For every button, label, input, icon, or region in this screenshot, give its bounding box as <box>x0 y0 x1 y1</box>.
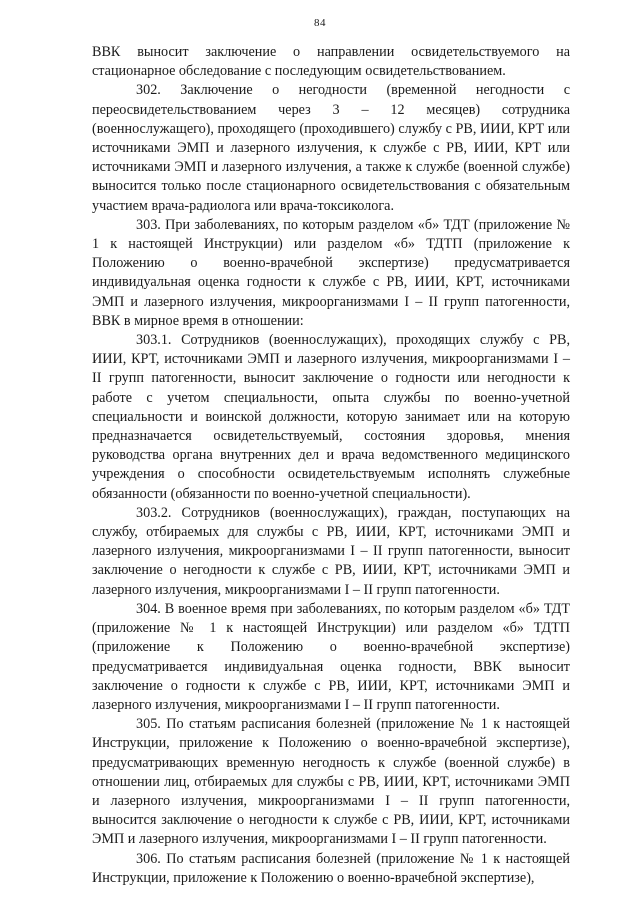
paragraph-continuation: ВВК выносит заключение о направлении освидетельствуемого на стационарное обследование с последующим освидетельствованием. <box>92 44 570 80</box>
paragraph-306: 306. По статьям расписания болезней (приложение № 1 к настоящей Инструкции, приложение к Положению о военно-врачебной экспертизе), <box>92 850 570 886</box>
paragraph-303-2: 303.2. Сотрудников (военнослужащих), граждан, поступающих на службу, отбираемых для службы с РВ, ИИИ, КРТ, источниками ЭМП и лазерного излучения, микроорганизмами I – II групп патогенности, выносит заключение о негодности к службе с РВ, ИИИ, КРТ, источниками ЭМП и лазерного излучения, микроорганизмами I – II групп патогенности. <box>92 504 570 598</box>
paragraph-305: 305. По статьям расписания болезней (приложение № 1 к настоящей Инструкции, приложение к Положению о военно-врачебной экспертизе), предусматривающих временную негодность к службе (военной службе) в отношении лиц, отбираемых для службы с РВ, ИИИ, КРТ, источниками ЭМП и лазерного излучения, микроорганизмами I – II групп патогенности, выносится заключение о негодности к службе с РВ, ИИИ, КРТ, источниками ЭМП и лазерного излучения, микроорганизмами I – II групп патогенности. <box>92 716 570 848</box>
document-body <box>92 43 570 888</box>
paragraph-302: 302. Заключение о негодности (временной негодности с переосвидетельствованием через 3 – 12 месяцев) сотрудника (военнослужащего), проходящего (проходившего) службу с РВ, ИИИ, КРТ или источниками ЭМП и лазерного излучения, к службе с РВ, ИИИ, КРТ или источниками ЭМП и лазерного излучения, а также к службе (военной службе) выносится только после стационарного освидетельствования с обязательным участием врача-радиолога или врача-токсиколога. <box>92 82 570 214</box>
page-number: 84 <box>314 17 326 29</box>
paragraph-303: 303. При заболеваниях, по которым разделом «б» ТДТ (приложение № 1 к настоящей Инструкции) или разделом «б» ТДТП (приложение к Положению о военно-врачебной экспертизе) предусматривается индивидуальная оценка годности к службе с РВ, ИИИ, КРТ, источниками ЭМП и лазерного излучения, микроорганизмами I – II групп патогенности, ВВК в мирное время в отношении: <box>92 216 570 329</box>
paragraph-304: 304. В военное время при заболеваниях, по которым разделом «б» ТДТ (приложение № 1 к настоящей Инструкции) или разделом «б» ТДТП (приложение к Положению о военно-врачебной экспертизе) предусматривается индивидуальная оценка годности, ВВК выносит заключение о годности к службе с РВ, ИИИ, КРТ, источниками ЭМП и лазерного излучения, микроорганизмами I – II групп патогенности. <box>92 600 570 713</box>
paragraph-303-1: 303.1. Сотрудников (военнослужащих), проходящих службу с РВ, ИИИ, КРТ, источниками ЭМП и лазерного излучения, микроорганизмами I – II групп патогенности, выносит заключение о годности или негодности к работе с учетом специальности, опыта службы по военно-учетной специальности и воинской должности, которую занимает или на которую предназначается освидетельствуемый, состояния здоровья, мнения руководства органа внутренних дел и врача ведомственного медицинского учреждения о способности освидетельствуемым исполнять служебные обязанности (обязанности по военно-учетной специальности). <box>92 332 570 502</box>
